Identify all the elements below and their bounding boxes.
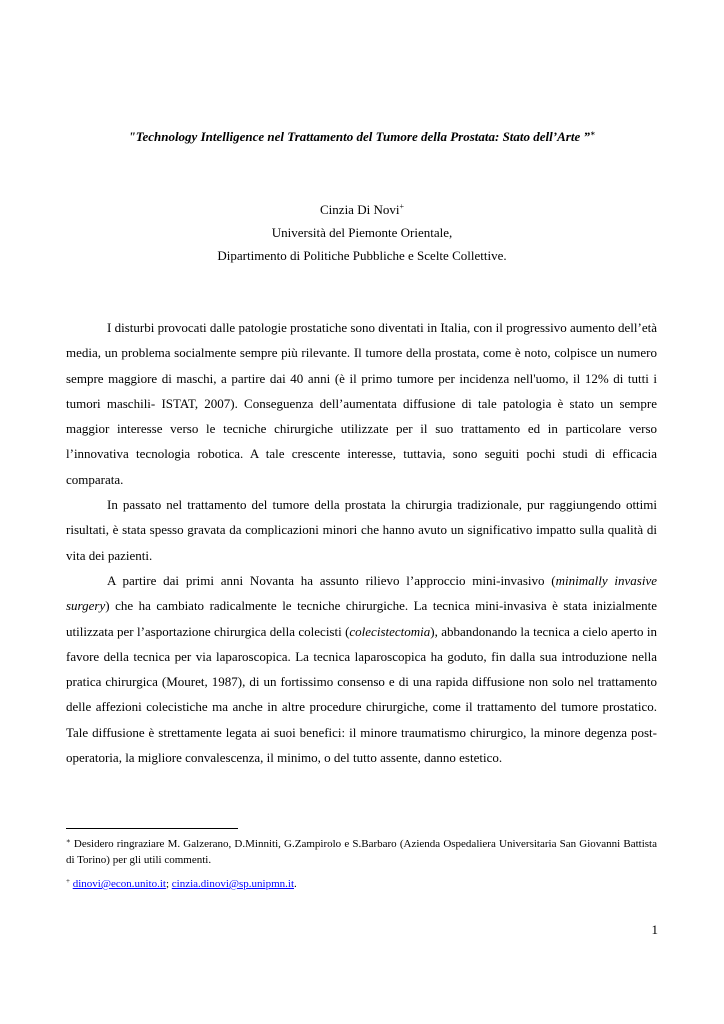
footnote-2-separator: ; [165,878,172,890]
footnote-1-text: Desidero ringraziare M. Galzerano, D.Minniti, G.Zampirolo e S.Barbaro (Azienda Ospedaliera Universitaria San Giovanni Battista di Torino) per gli utili commenti. [66,838,657,866]
footnote-separator [66,828,238,829]
paragraph-3-italic-term-1: minimally invasive surgery [66,572,657,614]
author-affiliation-university: Università del Piemonte Orientale, [271,225,453,240]
title-text: "Technology Intelligence nel Trattamento del Tumore della Prostata: Stato dell’Arte ” [128,129,590,144]
author-name: Cinzia Di Novi [320,202,400,217]
paragraph-3-part-a: A partire dai primi anni Novanta ha assunto rilievo l’approccio mini-invasivo ( [107,572,556,588]
author-affiliation-department: Dipartimento di Politiche Pubbliche e Scelte Collettive. [217,248,507,263]
author-block [60,195,664,267]
author-name-line [60,195,664,221]
footnotes [66,834,657,899]
author-footnote-marker[interactable]: + [399,202,404,211]
footnote-2 [66,874,657,893]
footnote-2-end: . [294,878,297,890]
page-number: 1 [651,922,658,937]
footnote-2-marker: + [66,877,70,885]
paragraph-1: I disturbi provocati dalle patologie prostatiche sono diventati in Italia, con il progressivo aumento dell’età media, un problema socialmente sempre più rilevante. Il tumore della prostata, come è noto, colpisce un numero sempre maggiore di maschi, a partire dai 40 anni (è il primo tumore per incidenza nell'uomo, il 12% di tutti i tumori maschili- ISTAT, 2007). Conseguenza dell’aumentata diffusione di tale patologia è stato un sempre maggior interesse verso le tecniche chirurgiche utilizzate per il suo trattamento ed in particolare verso l’innovativa tecnologia robotica. A tale crescente interesse, tuttavia, sono seguiti pochi studi di efficacia comparata. [66,320,657,487]
footnote-1 [66,834,657,868]
paragraph-3 [66,568,657,770]
body-text [66,315,657,770]
paragraph-3-part-c: ) che ha cambiato radicalmente le tecniche chirurgiche. La tecnica mini-invasiva è stata inizialmente utilizzata per l’asportazione chirurgica della colecisti ( [66,598,657,639]
footnote-1-marker: ∗ [66,837,71,845]
email-link-unipmn[interactable]: cinzia.dinovi@sp.unipmn.it [171,878,295,890]
paragraph-3-italic-term-2: colecistectomia [349,623,431,639]
paragraph-2: In passato nel trattamento del tumore della prostata la chirurgia tradizionale, pur raggiungendo ottimi risultati, è stata spesso gravata da complicazioni minori che hanno avuto un significativo impatto sulla qualità di vita dei pazienti. [66,497,657,563]
title-footnote-marker[interactable]: ∗ [589,129,596,138]
email-link-unito[interactable]: dinovi@econ.unito.it [72,878,166,890]
paragraph-3-part-e: ), abbandonando la tecnica a cielo aperto in favore della tecnica per via laparoscopica. La tecnica laparoscopica ha goduto, fin dalla sua introduzione nella pratica chirurgica (Mouret, 1987), di un fortissimo consenso e di una rapida diffusione non solo nel trattamento delle affezioni colecistiche ma anche in altre procedure chirurgiche, come il trattamento del tumore prostatico. Tale diffusione è strettamente legata ai suoi benefici: il minore traumatismo chirurgico, la minore degenza post-operatoria, la migliore convalescenza, il minimo, o del tutto assente, danno estetico. [66,623,657,766]
paper-title [60,126,664,145]
